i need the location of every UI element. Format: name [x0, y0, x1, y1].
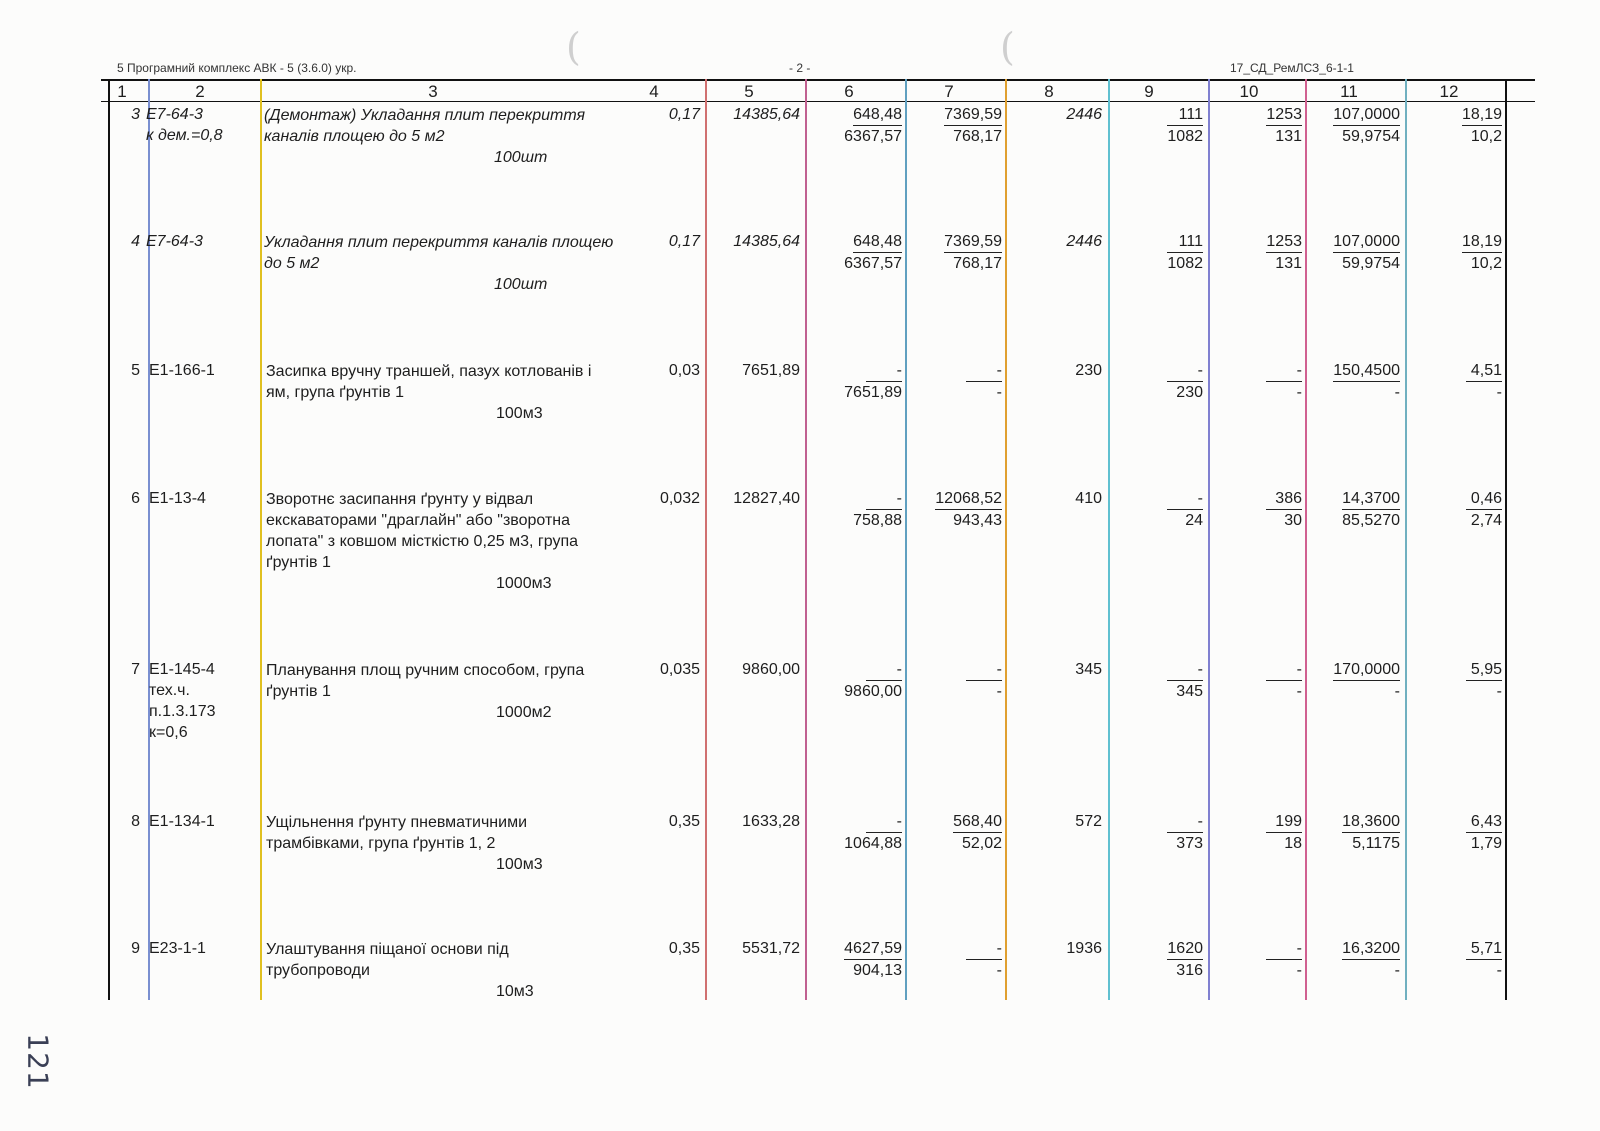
unit-cost: 1633,28: [742, 813, 800, 830]
cost-machines-wages: [966, 360, 1002, 403]
labor-total: [1466, 811, 1502, 854]
total-machines-denominator: 30: [1284, 512, 1302, 529]
total-wages-denominator: 316: [1176, 962, 1203, 979]
labor-total-numerator: 5,95: [1466, 659, 1502, 681]
cost-materials-wages-numerator: -: [866, 811, 902, 833]
cost-materials-wages: [844, 231, 902, 274]
punch-hole-mark: (: [566, 25, 581, 69]
total-machines: [1266, 231, 1302, 274]
cost-materials-wages-numerator: -: [866, 488, 902, 510]
cost-machines-wages-numerator: 568,40: [953, 811, 1002, 833]
cost-machines-wages: [944, 231, 1002, 274]
total-wages-numerator: -: [1167, 360, 1203, 382]
labor-total-numerator: 4,51: [1466, 360, 1502, 382]
cost-materials-wages-numerator: -: [866, 659, 902, 681]
total-machines: [1266, 811, 1302, 854]
labor-total-denominator: 2,74: [1470, 512, 1502, 529]
work-description: Засипка вручну траншей, пазух котлованів і ям, група ґрунтів 1: [266, 363, 592, 401]
total-cost: 2446: [1066, 106, 1102, 123]
labor-per-unit: [1342, 938, 1400, 981]
labor-per-unit-numerator: 150,4500: [1333, 360, 1400, 382]
cost-materials-wages-numerator: -: [866, 360, 902, 382]
total-machines-numerator: 1253: [1266, 231, 1302, 253]
punch-hole-mark: (: [1000, 25, 1015, 69]
total-wages: [1167, 938, 1203, 981]
labor-per-unit: [1333, 231, 1400, 274]
quantity: 0,17: [668, 233, 700, 250]
labor-total: [1466, 360, 1502, 403]
cost-machines-wages-numerator: 7369,59: [944, 231, 1002, 253]
page-stamp-number: 121: [21, 1033, 55, 1090]
total-wages-denominator: 24: [1185, 512, 1203, 529]
cost-machines-wages-numerator: -: [966, 938, 1002, 960]
software-header: 5 Програмний комплекс АВК - 5 (3.6.0) укр.: [117, 61, 357, 75]
total-wages-numerator: 111: [1167, 231, 1203, 253]
cost-materials-wages-denominator: 9860,00: [844, 683, 902, 700]
norm-code: Е1-166-1: [149, 362, 215, 379]
labor-per-unit-denominator: -: [1394, 384, 1400, 401]
item-number: 8: [131, 813, 140, 830]
total-machines-denominator: 18: [1284, 835, 1302, 852]
cost-materials-wages: [853, 488, 902, 531]
item-number: 4: [131, 233, 140, 250]
labor-per-unit: [1342, 811, 1400, 854]
labor-total-denominator: -: [1496, 962, 1502, 979]
item-number: 7: [131, 661, 140, 678]
item-number: 3: [131, 106, 140, 123]
column-number: 1: [117, 82, 127, 101]
unit-cost: 14385,64: [733, 233, 800, 250]
work-description: Зворотнє засипання ґрунту у відвал екскаваторами "драглайн" або "зворотна лопата" з ковшом місткістю 0,25 м3, група ґрунтів 1: [266, 491, 579, 571]
unit-of-measure: 100шт: [494, 149, 548, 166]
cost-machines-wages-denominator: -: [996, 683, 1002, 700]
column-number: 5: [744, 82, 754, 101]
cost-materials-wages-denominator: 758,88: [853, 512, 902, 529]
total-machines-numerator: 386: [1266, 488, 1302, 510]
labor-per-unit-numerator: 14,3700: [1342, 488, 1400, 510]
labor-per-unit: [1333, 659, 1400, 702]
cost-machines-wages: [953, 811, 1002, 854]
total-wages-numerator: 1620: [1167, 938, 1203, 960]
unit-of-measure: 1000м3: [496, 575, 552, 592]
cost-machines-wages-numerator: -: [966, 659, 1002, 681]
total-wages-denominator: 1082: [1167, 128, 1203, 145]
work-description: (Демонтаж) Укладання плит перекриття каналів площею до 5 м2: [264, 107, 586, 145]
norm-code: Е1-145-4 тех.ч. п.1.3.173 к=0,6: [149, 661, 216, 741]
cost-machines-wages-denominator: 768,17: [953, 255, 1002, 272]
item-number: 9: [131, 940, 140, 957]
unit-of-measure: 10м3: [496, 983, 534, 1000]
column-rule: [1108, 79, 1110, 1000]
total-machines-denominator: -: [1296, 683, 1302, 700]
labor-per-unit: [1333, 104, 1400, 147]
labor-per-unit-numerator: 107,0000: [1333, 104, 1400, 126]
quantity: 0,35: [668, 940, 700, 957]
column-rule: [1505, 79, 1507, 1000]
column-rule: [1405, 79, 1407, 1000]
total-machines-denominator: 131: [1275, 128, 1302, 145]
labor-per-unit-denominator: 59,9754: [1342, 255, 1400, 272]
norm-code: Е7-64-3: [146, 233, 203, 250]
item-number: 5: [131, 362, 140, 379]
cost-materials-wages: [844, 938, 902, 981]
quantity: 0,17: [668, 106, 700, 123]
total-wages: [1167, 231, 1203, 274]
total-machines: [1266, 104, 1302, 147]
cost-materials-wages-denominator: 6367,57: [844, 255, 902, 272]
column-rule: [805, 79, 807, 1000]
unit-of-measure: 100м3: [496, 856, 543, 873]
unit-cost: 7651,89: [742, 362, 800, 379]
total-wages-numerator: 111: [1167, 104, 1203, 126]
cost-materials-wages-numerator: 648,48: [853, 231, 902, 253]
cost-machines-wages: [966, 659, 1002, 702]
column-number: 9: [1144, 82, 1154, 101]
quantity: 0,035: [659, 661, 700, 678]
cost-machines-wages-numerator: -: [966, 360, 1002, 382]
column-rule: [108, 79, 110, 1000]
norm-code: Е7-64-3 к дем.=0,8: [146, 106, 223, 144]
total-cost: 345: [1075, 661, 1102, 678]
labor-total: [1462, 104, 1502, 147]
total-machines-denominator: -: [1296, 384, 1302, 401]
work-description: Планування площ ручним способом, група ґрунтів 1: [266, 662, 585, 700]
quantity: 0,03: [668, 362, 700, 379]
labor-total-numerator: 18,19: [1462, 104, 1502, 126]
unit-of-measure: 1000м2: [496, 704, 552, 721]
labor-total: [1466, 488, 1502, 531]
total-machines: [1266, 488, 1302, 531]
total-wages-numerator: -: [1167, 659, 1203, 681]
table-header-border: [101, 101, 1535, 102]
column-rule: [1305, 79, 1307, 1000]
work-description: Ущільнення ґрунту пневматичними трамбівками, група ґрунтів 1, 2: [266, 814, 528, 852]
work-description: Улаштування піщаної основи під трубопроводи: [266, 941, 509, 979]
column-number: 8: [1044, 82, 1054, 101]
cost-machines-wages: [935, 488, 1002, 531]
cost-materials-wages: [844, 104, 902, 147]
total-wages: [1167, 811, 1203, 854]
quantity: 0,032: [659, 490, 700, 507]
labor-per-unit: [1342, 488, 1400, 531]
cost-machines-wages-numerator: 7369,59: [944, 104, 1002, 126]
labor-per-unit-denominator: -: [1394, 683, 1400, 700]
unit-cost: 12827,40: [733, 490, 800, 507]
cost-materials-wages: [844, 811, 902, 854]
total-wages-denominator: 373: [1176, 835, 1203, 852]
cost-materials-wages: [844, 360, 902, 403]
labor-per-unit-denominator: 59,9754: [1342, 128, 1400, 145]
column-rule: [260, 79, 262, 1000]
column-rule: [705, 79, 707, 1000]
cost-machines-wages-denominator: 943,43: [953, 512, 1002, 529]
total-machines: [1266, 659, 1302, 702]
total-machines-numerator: -: [1266, 360, 1302, 382]
column-number: 10: [1239, 82, 1259, 101]
labor-total: [1466, 659, 1502, 702]
labor-total-denominator: 10,2: [1470, 128, 1502, 145]
labor-total-denominator: 10,2: [1470, 255, 1502, 272]
total-wages: [1167, 360, 1203, 403]
total-wages-denominator: 345: [1176, 683, 1203, 700]
column-number: 12: [1439, 82, 1459, 101]
total-cost: 410: [1075, 490, 1102, 507]
labor-per-unit-numerator: 170,0000: [1333, 659, 1400, 681]
total-machines: [1266, 938, 1302, 981]
cost-machines-wages-denominator: 52,02: [961, 835, 1002, 852]
document-code: 17_СД_РемЛСЗ_6-1-1: [1230, 61, 1354, 75]
total-cost: 230: [1075, 362, 1102, 379]
total-machines-numerator: -: [1266, 938, 1302, 960]
labor-total: [1462, 231, 1502, 274]
total-machines: [1266, 360, 1302, 403]
total-wages: [1167, 488, 1203, 531]
item-number: 6: [131, 490, 140, 507]
unit-of-measure: 100шт: [494, 276, 548, 293]
cost-materials-wages-numerator: 648,48: [853, 104, 902, 126]
labor-per-unit-denominator: -: [1394, 962, 1400, 979]
cost-materials-wages-denominator: 7651,89: [844, 384, 902, 401]
labor-total-denominator: 1,79: [1470, 835, 1502, 852]
cost-materials-wages-denominator: 904,13: [853, 962, 902, 979]
column-number: 4: [649, 82, 659, 101]
total-cost: 572: [1075, 813, 1102, 830]
total-machines-numerator: 1253: [1266, 104, 1302, 126]
total-wages-denominator: 230: [1176, 384, 1203, 401]
cost-machines-wages-denominator: 768,17: [953, 128, 1002, 145]
labor-total-denominator: -: [1496, 683, 1502, 700]
table-top-border: [101, 79, 1535, 81]
column-number: 3: [428, 82, 438, 101]
cost-machines-wages-numerator: 12068,52: [935, 488, 1002, 510]
norm-code: Е23-1-1: [149, 940, 206, 957]
labor-per-unit-numerator: 18,3600: [1342, 811, 1400, 833]
total-wages: [1167, 659, 1203, 702]
labor-per-unit-denominator: 85,5270: [1342, 512, 1400, 529]
column-number: 11: [1340, 82, 1358, 101]
labor-total-numerator: 0,46: [1466, 488, 1502, 510]
unit-cost: 5531,72: [742, 940, 800, 957]
cost-materials-wages-numerator: 4627,59: [844, 938, 902, 960]
cost-materials-wages: [844, 659, 902, 702]
norm-code: Е1-13-4: [149, 490, 206, 507]
total-cost: 1936: [1066, 940, 1102, 957]
quantity: 0,35: [668, 813, 700, 830]
total-wages-numerator: -: [1167, 488, 1203, 510]
column-rule: [148, 79, 150, 1000]
cost-machines-wages-denominator: -: [996, 384, 1002, 401]
labor-per-unit-numerator: 107,0000: [1333, 231, 1400, 253]
total-machines-denominator: -: [1296, 962, 1302, 979]
cost-machines-wages-denominator: -: [996, 962, 1002, 979]
column-number: 7: [944, 82, 954, 101]
labor-total-denominator: -: [1496, 384, 1502, 401]
cost-materials-wages-denominator: 6367,57: [844, 128, 902, 145]
page-number: - 2 -: [789, 61, 811, 75]
column-rule: [1208, 79, 1210, 1000]
cost-machines-wages: [944, 104, 1002, 147]
labor-per-unit: [1333, 360, 1400, 403]
labor-per-unit-numerator: 16,3200: [1342, 938, 1400, 960]
total-wages-numerator: -: [1167, 811, 1203, 833]
labor-per-unit-denominator: 5,1175: [1352, 835, 1400, 852]
total-machines-numerator: -: [1266, 659, 1302, 681]
column-number: 6: [844, 82, 854, 101]
total-machines-numerator: 199: [1266, 811, 1302, 833]
column-rule: [1005, 79, 1007, 1000]
total-machines-denominator: 131: [1275, 255, 1302, 272]
work-description: Укладання плит перекриття каналів площею до 5 м2: [264, 234, 614, 272]
cost-machines-wages: [966, 938, 1002, 981]
unit-of-measure: 100м3: [496, 405, 543, 422]
column-rule: [905, 79, 907, 1000]
unit-cost: 9860,00: [742, 661, 800, 678]
total-cost: 2446: [1066, 233, 1102, 250]
unit-cost: 14385,64: [733, 106, 800, 123]
labor-total-numerator: 18,19: [1462, 231, 1502, 253]
labor-total-numerator: 6,43: [1466, 811, 1502, 833]
labor-total-numerator: 5,71: [1466, 938, 1502, 960]
labor-total: [1466, 938, 1502, 981]
cost-materials-wages-denominator: 1064,88: [844, 835, 902, 852]
norm-code: Е1-134-1: [149, 813, 215, 830]
total-wages-denominator: 1082: [1167, 255, 1203, 272]
column-number: 2: [195, 82, 205, 101]
total-wages: [1167, 104, 1203, 147]
